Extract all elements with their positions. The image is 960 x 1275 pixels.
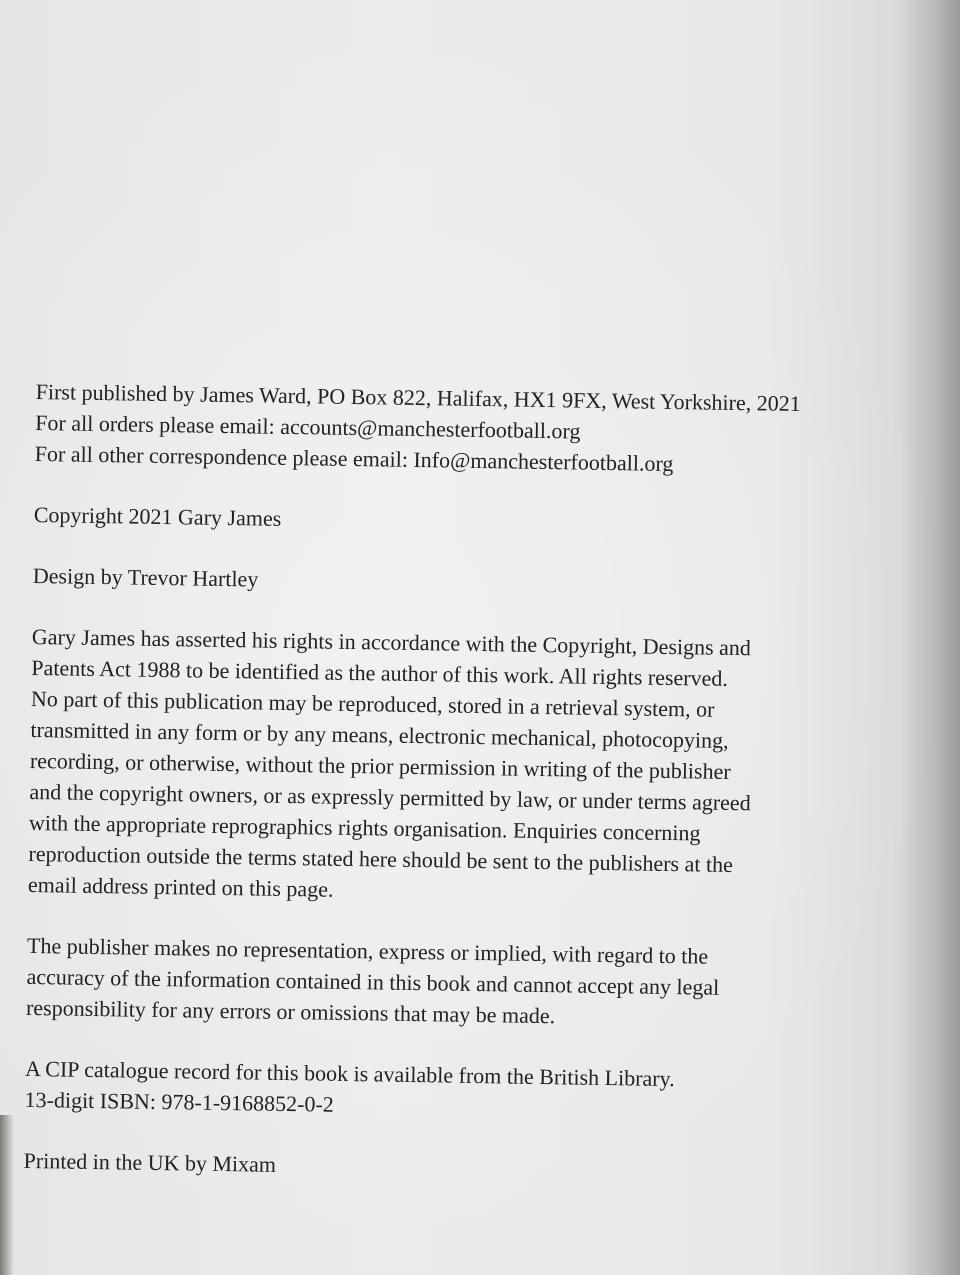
rights-line: recording, or otherwise, without the prior permission in writing of the publisher bbox=[29, 747, 731, 784]
copyright-line: Copyright 2021 Gary James bbox=[33, 501, 282, 531]
rights-line: reproduction outside the terms stated here should be sent to the publishers at the bbox=[28, 840, 734, 878]
page-edge-shadow bbox=[0, 1115, 14, 1275]
correspondence-email-line: For all other correspondence please email: Info@manchesterfootball.org bbox=[34, 440, 674, 477]
cip-isbn bbox=[24, 1053, 825, 1128]
rights-line: and the copyright owners, or as expressly permitted by law, or under terms agreed bbox=[29, 778, 751, 816]
rights-line: with the appropriate reprographics rights organisation. Enquiries concerning bbox=[28, 809, 701, 846]
disclaimer-line: The publisher makes no representation, express or implied, with regard to the bbox=[26, 932, 709, 969]
printer-credit: Printed in the UK by Mixam bbox=[23, 1147, 277, 1177]
rights-statement bbox=[28, 621, 832, 913]
rights-line: transmitted in any form or by any means, electronic mechanical, photocopying, bbox=[30, 716, 729, 753]
disclaimer-line: responsibility for any errors or omissions that may be made. bbox=[25, 994, 556, 1029]
disclaimer bbox=[26, 930, 827, 1036]
cip-record-line: A CIP catalogue record for this book is available from the British Library. bbox=[24, 1055, 675, 1092]
disclaimer-line: accuracy of the information contained in this book and cannot accept any legal bbox=[26, 963, 720, 1000]
spine-shadow bbox=[900, 0, 960, 1275]
rights-line: Gary James has asserted his rights in accordance with the Copyright, Designs and bbox=[31, 623, 752, 661]
publisher-info bbox=[35, 376, 836, 482]
orders-email-line: For all orders please email: accounts@manchesterfootball.org bbox=[35, 409, 581, 444]
rights-line: No part of this publication may be reproduced, stored in a retrieval system, or bbox=[30, 685, 715, 722]
design-credit: Design by Trevor Hartley bbox=[32, 562, 259, 592]
isbn-line: 13-digit ISBN: 978-1-9168852-0-2 bbox=[24, 1086, 334, 1117]
imprint-text bbox=[23, 376, 836, 1218]
rights-line: Patents Act 1988 to be identified as the author of this work. All rights reserved. bbox=[31, 654, 729, 691]
publisher-line: First published by James Ward, PO Box 822, Halifax, HX1 9FX, West Yorkshire, 2021 bbox=[35, 378, 801, 417]
rights-line: email address printed on this page. bbox=[27, 871, 334, 902]
